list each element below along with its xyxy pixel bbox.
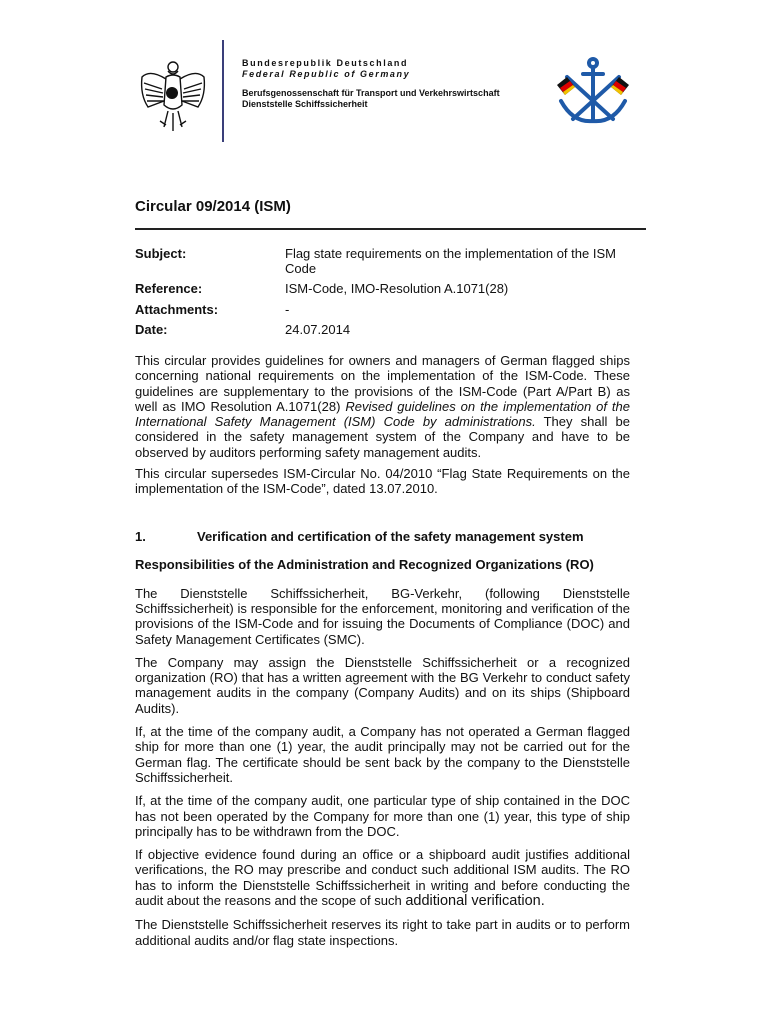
body-paragraph: The Dienststelle Schiffssicherheit, BG-Verkehr, (following Dienststelle Schiffssicherheit) is responsible for the enforcement, monitoring and verification of the provisions of the ISM-Code and for issuing the Documents of Compliance (DOC) and Safety Management Certificates (SMC). [135, 585, 630, 647]
header-organization: Berufsgenossenschaft für Transport und Verkehrswirtschaft [242, 88, 500, 98]
document-body [135, 353, 630, 948]
section-heading [135, 529, 630, 545]
body-text-tail: additional verification. [405, 893, 545, 910]
intro-text: This circular provides guidelines for owners and managers of German flagged ships concerning national requirements on the implementation of the ISM-Code. These guidelines are supplementary to the provisions of the ISM-Code (Part A/Part B) as well as IMO Resolution A.1071(28) [135, 353, 630, 414]
intro-paragraph [135, 353, 630, 460]
header-divider [222, 40, 224, 142]
body-paragraph [135, 847, 630, 909]
circular-metadata [135, 246, 635, 337]
body-paragraph: If, at the time of the company audit, one particular type of ship contained in the DOC has not been operated by the Company for more than one (1) year, this type of ship principally has to be withdrawn from the DOC. [135, 793, 630, 839]
attachments-label: Attachments: [135, 302, 219, 317]
header-line-en: Federal Republic of Germany [242, 69, 411, 79]
section-title: Verification and certification of the safety management system [197, 528, 584, 544]
reference-value: ISM-Code, IMO-Resolution A.1071(28) [285, 281, 509, 296]
attachments-value: - [285, 302, 290, 317]
body-paragraph: The Company may assign the Dienststelle Schiffssicherheit or a recognized organization (RO) that has a written agreement with the BG Verkehr to conduct safety management audits in the company (Company Audits) and on its ships (Shipboard Audits). [135, 654, 630, 716]
supersedes-paragraph: This circular supersedes ISM-Circular No. 04/2010 “Flag State Requirements on the implementation of the ISM-Code”, dated 13.07.2010. [135, 466, 630, 497]
body-text: If objective evidence found during an office or a shipboard audit justifies additional verifications, the RO may prescribe and conduct such additional ISM audits. The RO has to inform the Dienststelle Schiffssicherheit in writing and before conducting the audit about the reasons and the scope of such [135, 847, 630, 909]
intro-italic-title: Revised guidelines on the implementation of the International Safety Management (ISM) Code by administrations. [135, 398, 630, 430]
title-rule [135, 228, 646, 230]
reference-label: Reference: [135, 281, 203, 296]
body-paragraph: If, at the time of the company audit, a Company has not operated a German flagged ship for more than one (1) year, the audit principally may not be carried out for the German flag. The certificate should be sent back by the company to the Dienststelle Schiffssicherheit. [135, 724, 630, 785]
federal-eagle-icon [138, 55, 208, 135]
header-department: Dienststelle Schiffssicherheit [242, 99, 368, 109]
anchor-flags-logo [553, 57, 633, 127]
header-text [242, 58, 542, 110]
subject-row [135, 246, 635, 276]
subsection-heading: Responsibilities of the Administration and Recognized Organizations (RO) [135, 556, 594, 572]
subject-label: Subject: [135, 246, 187, 261]
subject-value: Flag state requirements on the implementation of the ISM Code [285, 246, 616, 276]
attachments-row [135, 302, 635, 317]
reference-row [135, 281, 635, 296]
date-value: 24.07.2014 [285, 322, 351, 337]
section-number: 1. [135, 528, 146, 544]
intro-text-end: They shall be considered in the safety management system of the Company and have to be observed by auditors performing safety management audits. [135, 414, 630, 460]
date-row [135, 322, 635, 337]
page-title: Circular 09/2014 (ISM) [135, 198, 291, 215]
header-line-de: Bundesrepublik Deutschland [242, 58, 409, 68]
date-label: Date: [135, 322, 168, 337]
body-paragraph: The Dienststelle Schiffssicherheit reserves its right to take part in audits or to perform additional audits and/or flag state inspections. [135, 917, 630, 948]
